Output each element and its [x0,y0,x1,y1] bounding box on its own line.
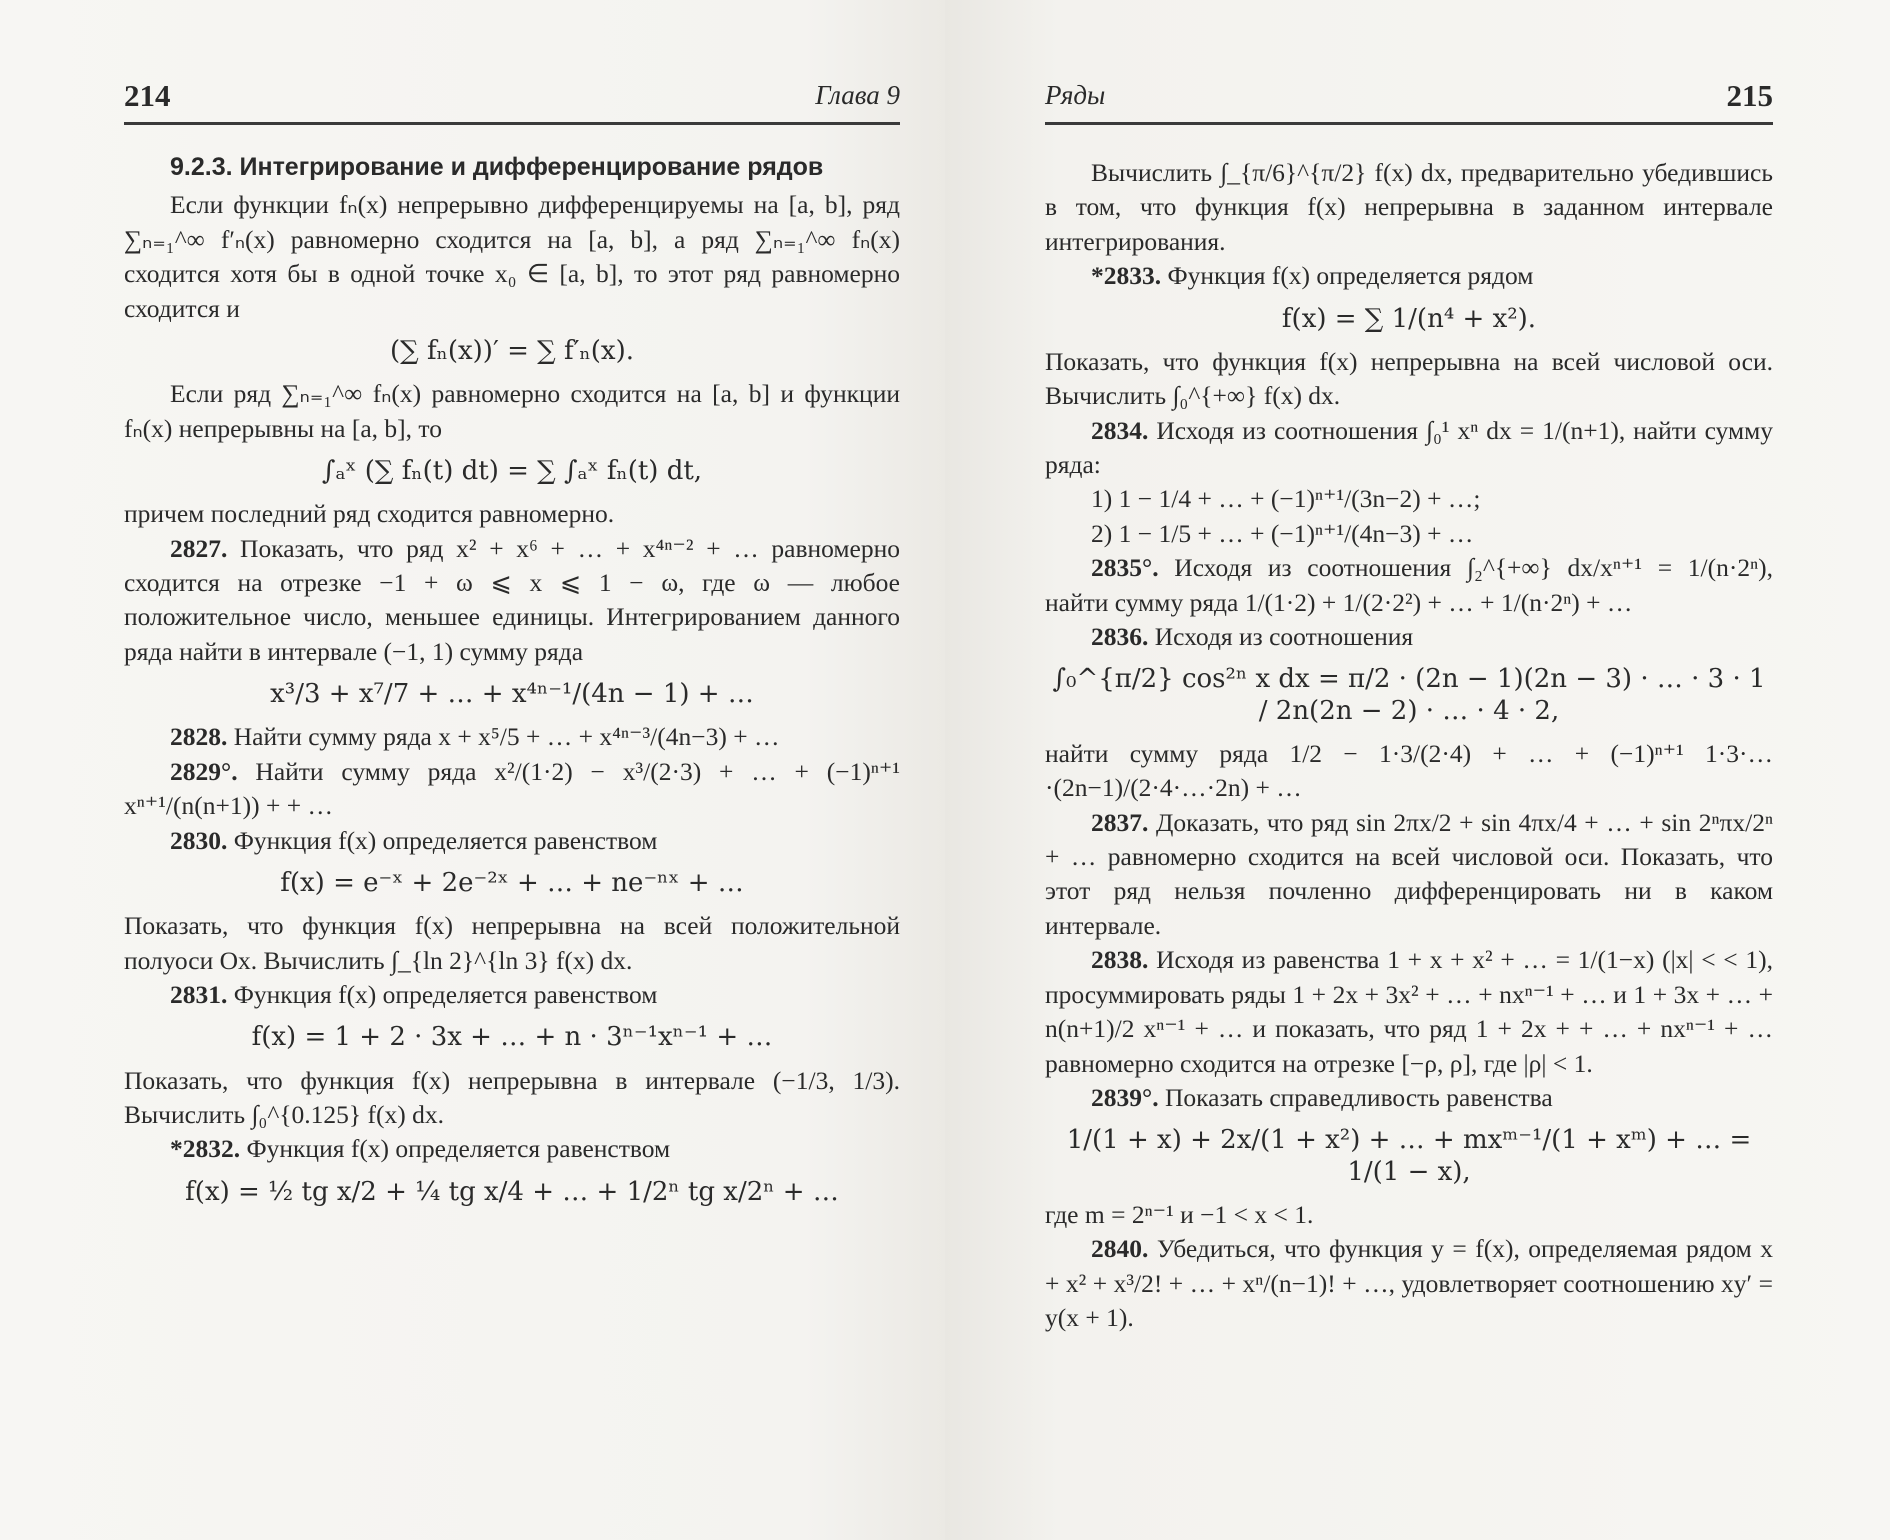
exercise-2840 [1045,1232,1773,1335]
exercise-2835 [1045,551,1773,620]
list-item: 1) 1 − 1/4 + … + (−1)ⁿ⁺¹/(3n−2) + …; [1091,484,1481,514]
exercise-2827 [124,532,900,670]
exercise-text: Функция f(x) определяется рядом [1167,261,1534,291]
exercise-2838 [1045,943,1773,1081]
exercise-number: *2833. [1091,261,1162,291]
exercise-number: 2828. [170,722,228,752]
exercise-2828 [124,720,900,754]
exercise-text: Исходя из соотношения ∫₂^{+∞} dx/xⁿ⁺¹ = 1/(n·2ⁿ), найти сумму ряда 1/(1·2) + 1/(2·2²) + … + 1/(n·2ⁿ) + … [1045,553,1774,617]
exercise-text: Показать справедливость равенства [1164,1082,1553,1112]
exercise-number: 2840. [1091,1234,1149,1264]
formula-2831: f(x) = 1 + 2 · 3x + … + n · 3ⁿ⁻¹xⁿ⁻¹ + … [251,1022,773,1053]
paragraph: Вычислить ∫_{π/6}^{π/2} f(x) dx, предварительно убедившись в том, что функция f(x) непрерывна в заданном интервале интегрирования. [1045,158,1773,256]
exercise-text: Найти сумму ряда x + x⁵/5 + … + x⁴ⁿ⁻³/(4n−3) + … [233,722,780,752]
left-page-header [124,78,900,125]
exercise-2834 [1045,414,1773,483]
exercise-text: Функция f(x) определяется равенством [246,1134,671,1164]
exercise-number: 2836. [1091,622,1149,652]
exercise-number: 2830. [170,825,228,855]
exercise-number: 2829°. [170,756,238,786]
formula-2836: ∫₀^{π/2} cos²ⁿ x dx = π/2 · (2n − 1)(2n − 3) · … · 3 · 1 / 2n(2n − 2) · … · 4 · 2, [1052,664,1766,726]
formula-2832: f(x) = ½ tg x/2 + ¼ tg x/4 + … + 1/2ⁿ tg x/2ⁿ + … [185,1176,839,1207]
right-page-body [1045,156,1773,1335]
exercise-2836 [1045,620,1773,654]
exercise-2833 [1045,259,1773,293]
list-item: 2) 1 − 1/5 + … + (−1)ⁿ⁺¹/(4n−3) + … [1091,518,1474,548]
exercise-text: Функция f(x) определяется равенством [233,980,658,1010]
exercise-2839 [1045,1081,1773,1115]
exercise-number: 2834. [1091,415,1149,445]
paragraph: причем последний ряд сходится равномерно. [124,499,615,529]
exercise-text: Исходя из соотношения ∫₀¹ xⁿ dx = 1/(n+1), найти сумму ряда: [1045,415,1773,480]
section-heading: 9.2.3. Интегрирование и дифференцирование рядов [170,153,824,181]
formula-integral: ∫ₐˣ (∑ fₙ(t) dt) = ∑ ∫ₐˣ fₙ(t) dt, [321,456,703,487]
formula-2830: f(x) = e⁻ˣ + 2e⁻²ˣ + … + ne⁻ⁿˣ + … [280,868,744,899]
exercise-number: *2832. [170,1134,241,1164]
exercise-2829 [124,755,900,824]
exercise-number: 2838. [1091,945,1149,975]
exercise-text: Найти сумму ряда x²/(1·2) − x³/(2·3) + … + (−1)ⁿ⁺¹ xⁿ⁺¹/(n(n+1)) + + … [124,756,900,821]
page-number: 215 [1726,78,1773,113]
right-page-header [1045,78,1773,125]
exercise-number: 2835°. [1091,553,1159,583]
exercise-text: Исходя из равенства 1 + x + x² + … = 1/(1−x) (|x| < < 1), просуммировать ряды 1 + 2x + 3x² + … + nxⁿ⁻¹ + … и 1 + 3x + … + n(n+1)/2 xⁿ⁻¹ + … и показать, что ряд 1 + 2x + + … + nxⁿ⁻¹ + … равномерно сходится на отрезке [−ρ, ρ], где |ρ| < 1. [1045,945,1773,1078]
running-head: Ряды [1045,80,1106,110]
exercise-2832 [124,1132,900,1166]
exercise-number: 2837. [1091,807,1149,837]
formula-2839: 1/(1 + x) + 2x/(1 + x²) + … + mxᵐ⁻¹/(1 + xᵐ) + … = 1/(1 − x), [1066,1125,1752,1187]
exercise-2831 [124,978,900,1012]
paragraph: Показать, что функция f(x) непрерывна на всей положительной полуоси Ox. Вычислить ∫_{ln 2}^{ln 3} f(x) dx. [124,911,900,975]
exercise-text: Функция f(x) определяется равенством [233,825,658,855]
exercise-text: Показать, что ряд x² + x⁶ + … + x⁴ⁿ⁻² + … равномерно сходится на отрезке −1 + ω ⩽ x ⩽ 1 − ω, где ω — любое положительное число, меньшее единицы. Интегрированием данного ряда найти в интервале (−1, 1) сумму ряда [124,533,900,666]
exercise-text: Убедиться, что функция y = f(x), определяемая рядом x + x² + x³/2! + … + xⁿ/(n−1)! + …, удовлетворяет соотношению xy′ = y(x + 1). [1045,1234,1774,1332]
paragraph: найти сумму ряда 1/2 − 1·3/(2·4) + … + (−1)ⁿ⁺¹ 1·3·…·(2n−1)/(2·4·…·2n) + … [1045,738,1773,803]
formula-2833: f(x) = ∑ 1/(n⁴ + x²). [1281,303,1537,334]
exercise-2837 [1045,806,1773,944]
formula-derivative: (∑ fₙ(x))′ = ∑ f′ₙ(x). [390,336,634,367]
exercise-2830 [124,824,900,858]
paragraph: где m = 2ⁿ⁻¹ и −1 < x < 1. [1045,1199,1314,1229]
running-head: Глава 9 [815,80,900,110]
page-number: 214 [124,78,171,113]
exercise-text: Исходя из соотношения [1154,622,1414,652]
left-page-body [124,150,900,1218]
formula-2827: x³/3 + x⁷/7 + … + x⁴ⁿ⁻¹/(4n − 1) + … [270,679,754,710]
exercise-text: Доказать, что ряд sin 2πx/2 + sin 4πx/4 + … + sin 2ⁿπx/2ⁿ + … равномерно сходится на всей числовой оси. Показать, что этот ряд нельзя почленно дифференцировать ни в каком интервале. [1045,807,1773,940]
right-page [945,0,1890,1540]
paragraph: Если функции fₙ(x) непрерывно дифференцируемы на [a, b], ряд ∑ₙ₌₁^∞ f′ₙ(x) равномерно сходится на [a, b], а ряд ∑ₙ₌₁^∞ fₙ(x) сходится хотя бы в одной точке x₀ ∈ [a, b], то этот ряд равномерно сходится и [124,190,900,323]
paragraph: Если ряд ∑ₙ₌₁^∞ fₙ(x) равномерно сходится на [a, b] и функции fₙ(x) непрерывны на [a, b], то [124,379,900,443]
exercise-number: 2827. [170,533,228,563]
exercise-number: 2839°. [1091,1082,1159,1112]
paragraph: Показать, что функция f(x) непрерывна в интервале (−1/3, 1/3). Вычислить ∫₀^{0.125} f(x) dx. [124,1065,900,1130]
paragraph: Показать, что функция f(x) непрерывна на всей числовой оси. Вычислить ∫₀^{+∞} f(x) dx. [1045,346,1773,411]
exercise-number: 2831. [170,980,228,1010]
